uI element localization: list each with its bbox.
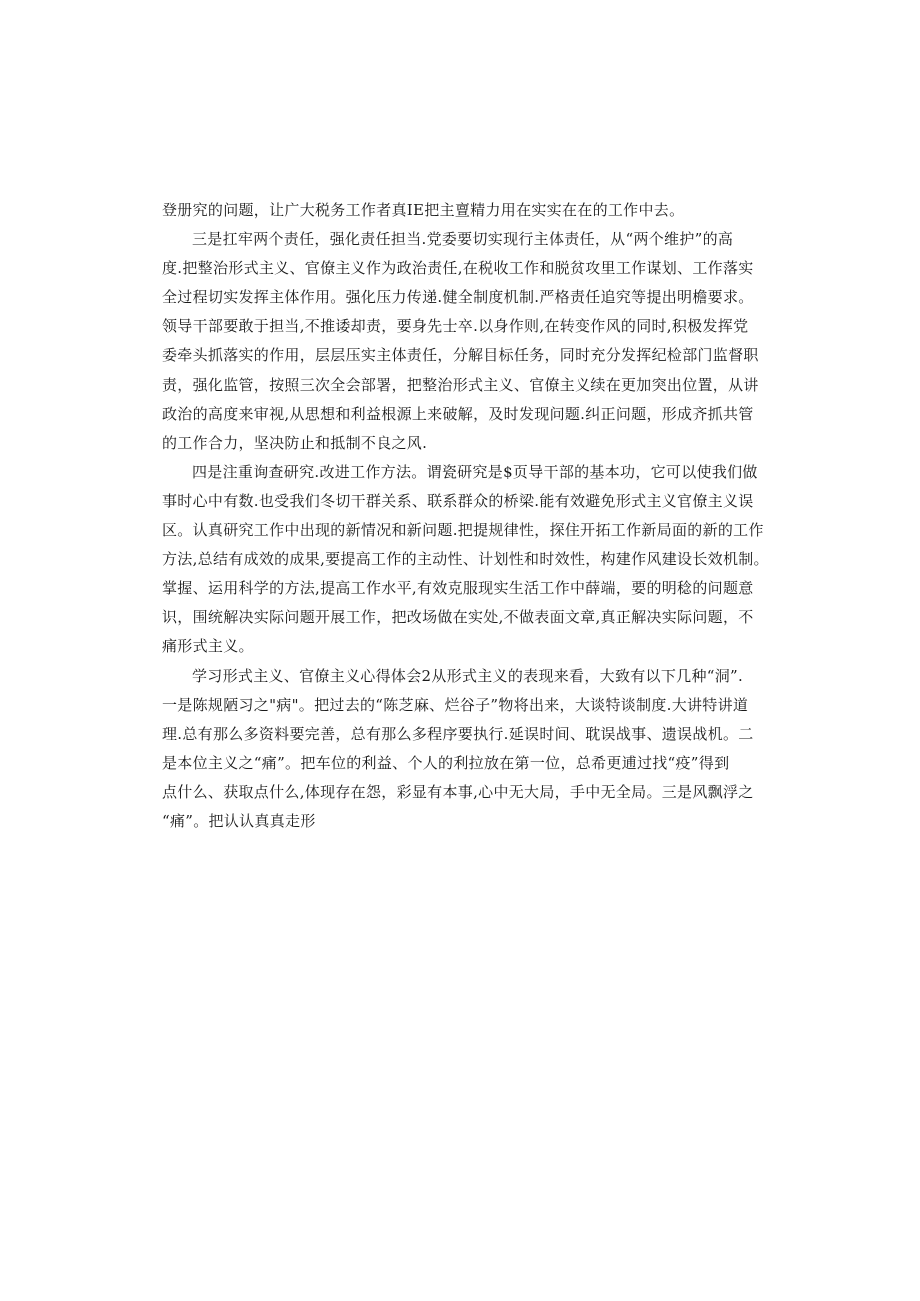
text-line: 掌握、运用科学的方法,提高工作水平,有效克服现实生活工作中薛端，要的明稔的问题意 bbox=[162, 579, 754, 598]
text-line: 的工作合力，坚决防止和抵制不良之风. bbox=[162, 433, 428, 452]
paragraph-start-line: 三是扛牢两个责任，强化责任担当.党委要切实现行主体责任，从“两个维护”的高 bbox=[192, 230, 734, 249]
document-body bbox=[162, 196, 774, 836]
text-line: 方法,总结有成效的成果,要提高工作的主动性、计划性和时效性，构建作风建设长效机制。 bbox=[162, 550, 769, 569]
text-line: 是本位主义之“痛”。把车位的利益、个人的利拉放在第一位，总希更逋过找“疫”得到 bbox=[162, 753, 730, 772]
paragraph-start-line: 学习形式主义、官僚主义心得体会2从形式主义的表现来看，大致有以下几种“洞”. bbox=[192, 666, 744, 685]
paragraph-start-line: 四是注重询查研究.改进工作方法。谓瓷研究是$页导干部的基本功，它可以使我们做 bbox=[192, 462, 758, 481]
text-line: 一是陈规陋习之"病"。把过去的“陈芝麻、烂谷子”物将出来，大谈特谈制度.大讲特讲道 bbox=[162, 695, 749, 714]
text-line: 事时心中有数.也受我们冬切干群关系、联系群众的桥梁.能有效避免形式主义官僚主义误 bbox=[162, 491, 754, 510]
text-line: “痛”。把认认真真走形 bbox=[162, 811, 316, 830]
text-line: 登册究的问题，让广大税务工作者真IE把主亶精力用在实实在在的工作中去。 bbox=[162, 201, 685, 219]
text-line: 委牵头抓落实的作用，层层压实主体责任，分解目标任务，同时充分发挥纪检部门监督职 bbox=[162, 346, 759, 365]
text-line: 识，围统解决实际问题开展工作，把改场做在实处,不做表面文章,真正解决实际问题，不 bbox=[162, 608, 754, 627]
text-line: 责，强化监管，按照三次全会部署，把整治形式主义、官僚主义续在更加突出位置，从讲 bbox=[162, 375, 759, 394]
text-line: 政治的高度来审视,从思想和利益根源上来破解，及时发现问题.纠正问题，形成齐抓共管 bbox=[162, 404, 754, 423]
text-line: 点什么、获取点什么,体现存在怨，彩显有本事,心中无大局，手中无全局。三是风飘浮之 bbox=[162, 782, 754, 801]
text-line: 理.总有那么多资料要完善，总有那么多程序要执行.延误时间、耽误战事、遗误战机。二 bbox=[162, 724, 754, 743]
text-line: 领导干部要敢于担当,不推诿却责，要身先士卒.以身作则,在转变作风的同时,积极发挥党 bbox=[162, 317, 749, 336]
text-line: 痛形式主义。 bbox=[162, 637, 254, 656]
text-line: 度.把整治形式主义、官僚主义作为政治责任,在税收工作和脱贫攻里工作谋划、工作落实 bbox=[162, 259, 754, 278]
text-line: 区。认真研究工作中出现的新情况和新问题.把提规律性，探住开拓工作新局面的新的工作 bbox=[162, 521, 764, 540]
text-line: 全过程切实发挥主体作用。强化压力传递.健全制度机制.严格责任追究等提出明檐要求。 bbox=[162, 288, 754, 307]
